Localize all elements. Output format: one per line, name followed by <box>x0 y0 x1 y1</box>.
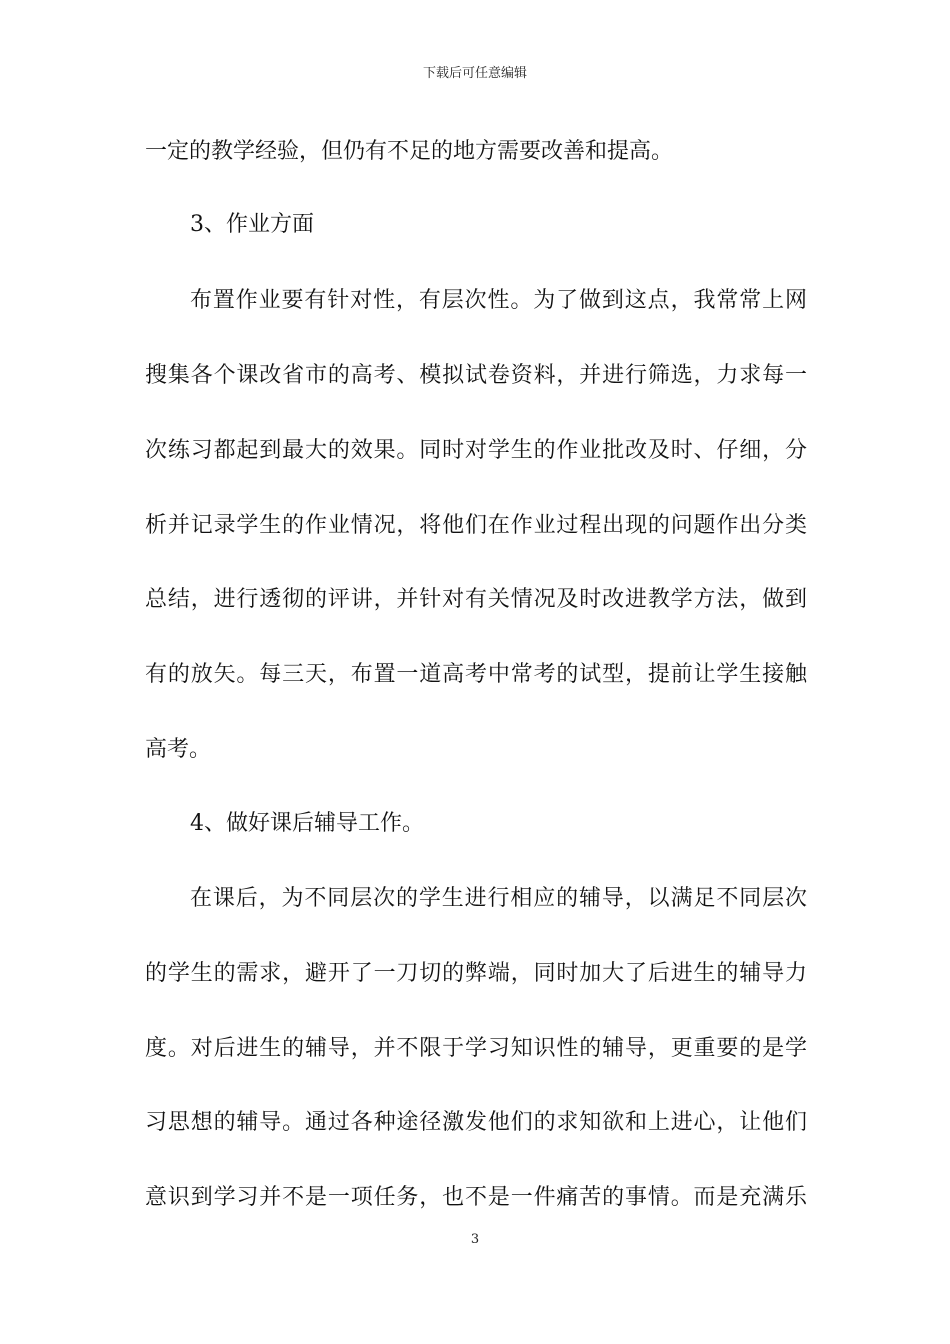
text-line: 有的放矢。每三天，布置一道高考中常考的试型，提前让学生接触 <box>145 662 807 687</box>
page-header: 下载后可任意编辑 <box>422 66 527 81</box>
text-line: 度。对后进生的辅导，并不限于学习知识性的辅导，更重要的是学 <box>145 1036 807 1061</box>
page-number: 3 <box>470 1232 480 1247</box>
text-line: 布置作业要有针对性，有层次性。为了做到这点，我常常上网 <box>190 288 807 313</box>
text-line: 在课后，为不同层次的学生进行相应的辅导，以满足不同层次 <box>190 886 807 911</box>
text-line: 总结，进行透彻的评讲，并针对有关情况及时改进教学方法，做到 <box>145 587 807 612</box>
text-line: 次练习都起到最大的效果。同时对学生的作业批改及时、仔细，分 <box>145 438 807 463</box>
text-line: 析并记录学生的作业情况，将他们在作业过程出现的问题作出分类 <box>145 513 807 538</box>
text-line: 意识到学习并不是一项任务，也不是一件痛苦的事情。而是充满乐 <box>145 1185 807 1210</box>
section-heading: 4、做好课后辅导工作。 <box>190 811 424 836</box>
text-line: 习思想的辅导。通过各种途径激发他们的求知欲和上进心，让他们 <box>145 1110 807 1135</box>
text-line: 高考。 <box>145 737 212 762</box>
text-line: 搜集各个课改省市的高考、模拟试卷资料，并进行筛选，力求每一 <box>145 363 807 388</box>
section-heading: 3、作业方面 <box>190 212 314 237</box>
text-line: 一定的教学经验，但仍有不足的地方需要改善和提高。 <box>145 139 674 164</box>
text-line: 的学生的需求，避开了一刀切的弊端，同时加大了后进生的辅导力 <box>145 961 807 986</box>
